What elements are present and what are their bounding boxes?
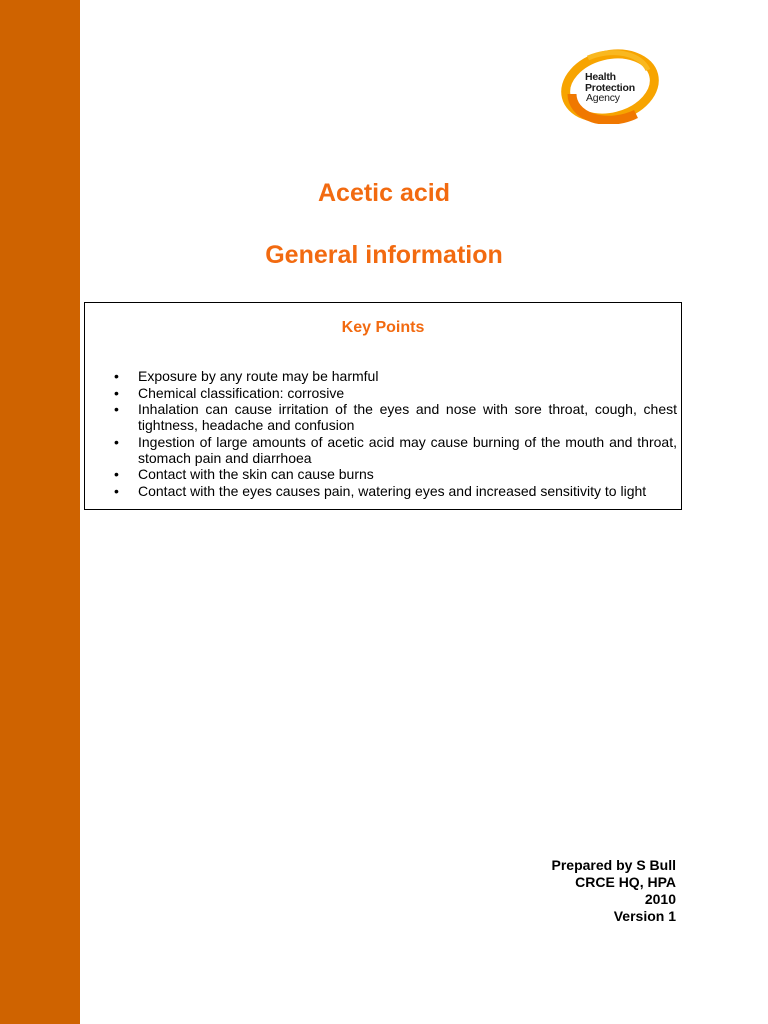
year: 2010 [644,891,676,907]
list-item: • Contact with the eyes causes pain, watering eyes and increased sensitivity to light [138,483,677,499]
logo-text [585,72,635,104]
key-points-heading: Key Points [341,319,425,336]
list-item: • Contact with the skin can cause burns [138,466,677,482]
organisation: CRCE HQ, HPA [575,874,676,890]
list-item: • Exposure by any route may be harmful [138,368,677,384]
document-title: Acetic acid [317,179,450,207]
list-item: • Chemical classification: corrosive [138,385,677,401]
prepared-by-block [420,857,676,925]
list-item: • Inhalation can cause irritation of the eyes and nose with sore throat, cough, chest tightness, headache and confusion [138,401,677,433]
list-item: • Ingestion of large amounts of acetic acid may cause burning of the mouth and throat, stomach pain and diarrhoea [138,434,677,466]
logo-line-2: Protection [585,81,635,94]
logo-line-1: Health [585,71,616,83]
key-points-list [138,368,677,499]
version: Version 1 [613,908,676,924]
logo-line-3: Agency [586,92,620,104]
prepared-by: Prepared by S Bull [551,857,676,873]
side-color-bar [0,0,80,1024]
key-points-box [84,302,682,510]
document-subtitle: General information [265,241,503,269]
health-protection-agency-logo [558,48,662,124]
